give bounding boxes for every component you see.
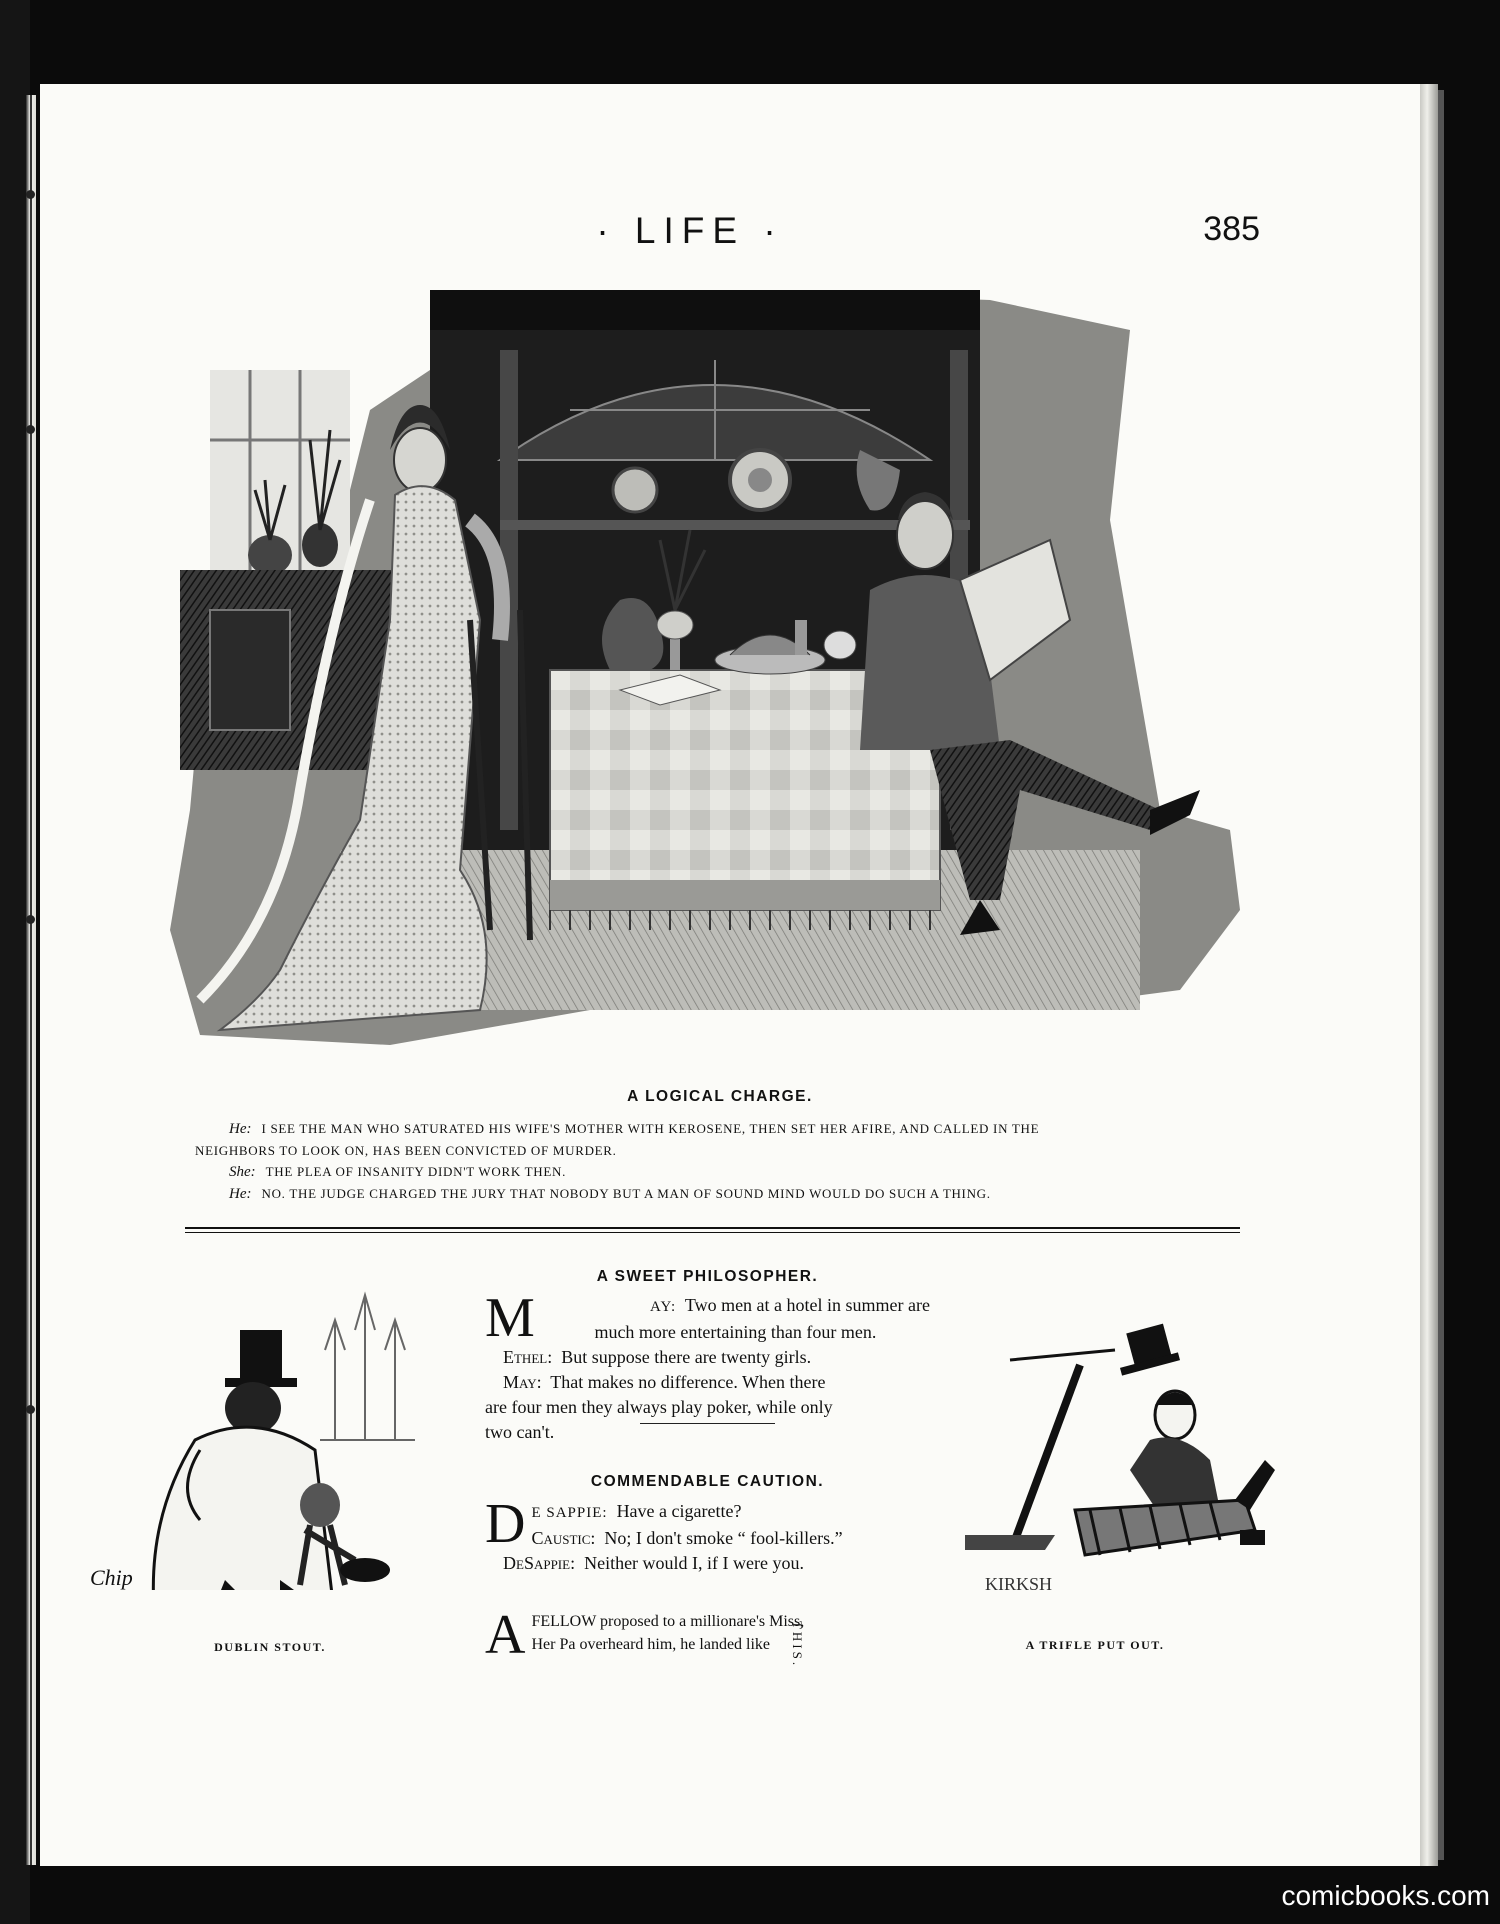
site-watermark: comicbooks.com bbox=[1281, 1880, 1490, 1911]
fellow-verse bbox=[485, 1604, 930, 1669]
speaker-label: He: bbox=[229, 1186, 252, 1202]
masthead-title: · LIFE · bbox=[596, 210, 784, 251]
artist-signature: KIRKSH bbox=[985, 1574, 1053, 1594]
dialogue-text: That makes no difference. When there bbox=[550, 1372, 826, 1392]
verse-text: Her Pa overheard him, he landed like bbox=[531, 1636, 771, 1653]
dialogue-text: Neither would I, if I were you. bbox=[584, 1553, 805, 1573]
dialogue-line bbox=[195, 1161, 1230, 1183]
drop-cap: A bbox=[485, 1604, 526, 1666]
dialogue-text: much more entertaining than four men. bbox=[594, 1322, 877, 1342]
dialogue-text: Two men at a hotel in summer are bbox=[684, 1295, 930, 1315]
sweet-philosopher-title: A SWEET PHILOSOPHER. bbox=[596, 1268, 819, 1285]
verse-text: FELLOW proposed to a millionare's Miss, bbox=[531, 1613, 805, 1630]
verse-line bbox=[485, 1610, 930, 1633]
dialogue-text: But suppose there are twenty girls. bbox=[561, 1347, 812, 1367]
dialogue-line bbox=[485, 1395, 930, 1420]
commendable-caution-text bbox=[485, 1493, 930, 1576]
dining-room-illustration bbox=[170, 290, 1270, 1050]
dialogue-line bbox=[485, 1551, 930, 1576]
dialogue-line bbox=[195, 1183, 1230, 1205]
dialogue-text: No; I don't smoke “ fool-killers.” bbox=[604, 1528, 843, 1548]
dialogue-line bbox=[195, 1140, 1230, 1161]
section-divider bbox=[185, 1227, 1240, 1229]
page-number: 385 bbox=[1203, 210, 1260, 248]
short-divider bbox=[640, 1423, 775, 1424]
binding-stitch bbox=[26, 190, 35, 199]
speaker-label: E SAPPIE: bbox=[531, 1505, 608, 1521]
speaker-label: May: bbox=[503, 1372, 542, 1392]
dialogue-text: THE PLEA OF INSANITY DIDN'T WORK THEN. bbox=[265, 1164, 567, 1179]
page-stack-edge bbox=[1420, 84, 1438, 1866]
speaker-label: He: bbox=[229, 1121, 252, 1137]
dialogue-line bbox=[485, 1293, 930, 1320]
section-divider bbox=[185, 1232, 1240, 1233]
dialogue-line bbox=[485, 1345, 930, 1370]
binding-thread bbox=[30, 95, 32, 1865]
speaker-label: DeSappie: bbox=[503, 1553, 576, 1573]
page-stack-shadow bbox=[1438, 90, 1444, 1860]
dialogue-text: Have a cigarette? bbox=[616, 1501, 742, 1521]
binding-stitch bbox=[26, 425, 35, 434]
speaker-label: AY: bbox=[650, 1299, 677, 1315]
dialogue-line bbox=[485, 1526, 930, 1551]
dialogue-text: NO. THE JUDGE CHARGED THE JURY THAT NOBODY BUT A MAN OF SOUND MIND WOULD DO SUCH A THING. bbox=[261, 1186, 991, 1201]
drop-cap: D bbox=[485, 1493, 526, 1555]
dialogue-text: I SEE THE MAN WHO SATURATED HIS WIFE'S MOTHER WITH KEROSENE, THEN SET HER AFIRE, AND CALLED IN THE bbox=[261, 1121, 1040, 1136]
speaker-label: She: bbox=[229, 1164, 256, 1180]
left-cartoon-caption: DUBLIN STOUT. bbox=[214, 1640, 326, 1654]
commendable-caution-title: COMMENDABLE CAUTION. bbox=[590, 1473, 825, 1490]
dialogue-text: NEIGHBORS TO LOOK ON, HAS BEEN CONVICTED OF MURDER. bbox=[195, 1143, 617, 1158]
dublin-stout-illustration bbox=[85, 1290, 425, 1590]
this-word: THIS. bbox=[790, 1620, 806, 1669]
cartoon-title: A LOGICAL CHARGE. bbox=[627, 1088, 813, 1105]
binding-stitch bbox=[26, 915, 35, 924]
right-cartoon-caption: A TRIFLE PUT OUT. bbox=[1025, 1638, 1165, 1652]
dialogue-line bbox=[195, 1118, 1230, 1140]
artist-signature: Chip bbox=[90, 1565, 133, 1590]
binding-stitch bbox=[26, 1405, 35, 1414]
dialogue-text: two can't. bbox=[485, 1422, 555, 1442]
speaker-label: Ethel: bbox=[503, 1347, 553, 1367]
speaker-label: Caustic: bbox=[531, 1528, 596, 1548]
dialogue-line bbox=[485, 1499, 930, 1526]
dialogue-line bbox=[485, 1370, 930, 1395]
dialogue-line bbox=[485, 1320, 930, 1345]
dialogue-text: are four men they always play poker, while only bbox=[485, 1397, 833, 1417]
cartoon-dialogue bbox=[195, 1118, 1230, 1205]
drop-cap: M bbox=[485, 1287, 535, 1349]
trifle-put-out-illustration bbox=[955, 1320, 1295, 1620]
